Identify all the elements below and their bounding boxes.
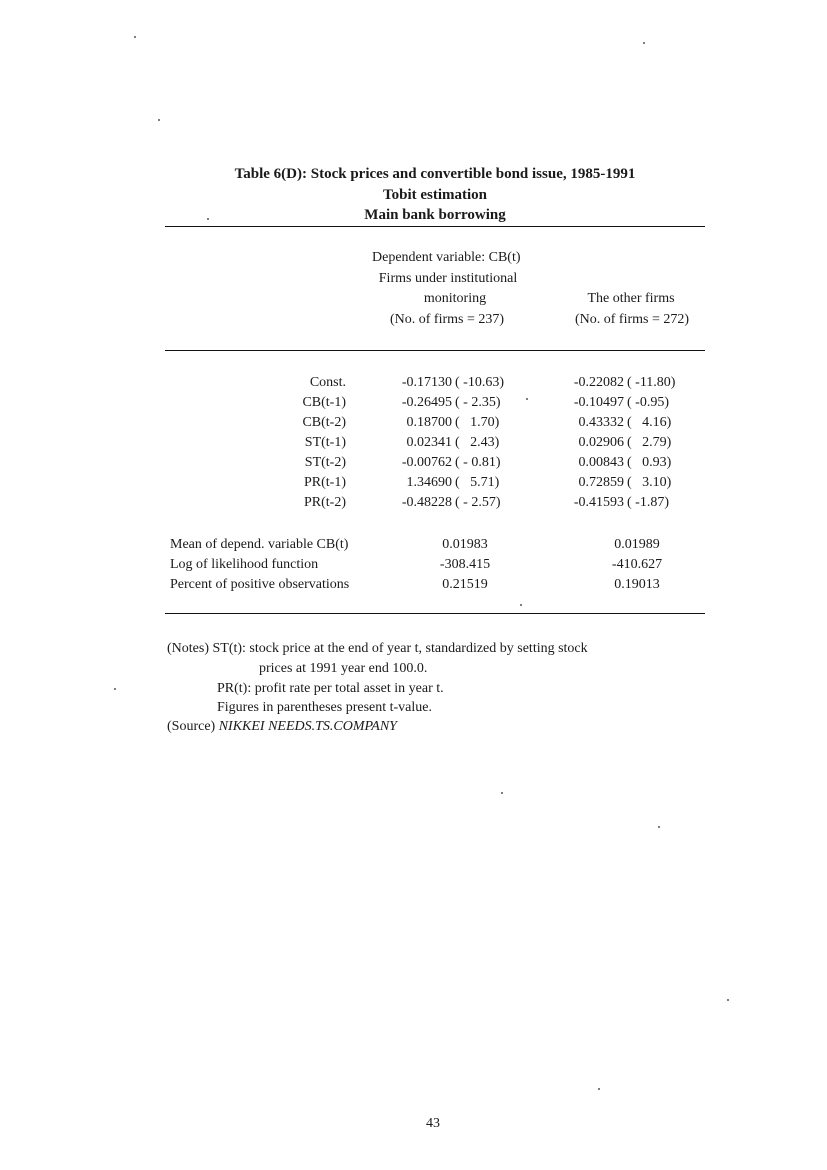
source-prefix: (Source) [167, 719, 219, 734]
col1-t-value: ( -10.63) [455, 375, 504, 390]
row-label: PR(t-1) [304, 475, 346, 490]
col1-t-value: ( - 2.57) [455, 495, 501, 510]
col1-t-value: ( 1.70) [455, 415, 500, 430]
col1-coefficient: -0.48228 [401, 495, 452, 510]
stat-col2-value: 0.19013 [614, 577, 660, 592]
col1-t-value: ( - 2.35) [455, 395, 501, 410]
col1-coefficient: 0.02341 [406, 435, 452, 450]
row-label: PR(t-2) [304, 495, 346, 510]
col2-t-value: ( -0.95) [627, 395, 669, 410]
scan-speck [501, 792, 503, 794]
col2-coefficient: 0.00843 [578, 455, 624, 470]
scan-speck [207, 218, 209, 220]
notes-line-standardization: prices at 1991 year end 100.0. [259, 661, 428, 676]
col1-coefficient: 1.34690 [406, 475, 452, 490]
notes-line-profit-rate: PR(t): profit rate per total asset in year t. [217, 681, 444, 696]
row-label: ST(t-1) [304, 435, 346, 450]
stat-col1-value: 0.21519 [442, 577, 488, 592]
stat-label: Log of likelihood function [170, 557, 319, 572]
scan-speck [643, 42, 645, 44]
row-label: CB(t-2) [302, 415, 346, 430]
scan-speck [598, 1088, 600, 1090]
col2-t-value: ( 0.93) [627, 455, 672, 470]
notes-line-t-value: Figures in parentheses present t-value. [217, 700, 432, 715]
scan-speck [520, 604, 522, 606]
col1-coefficient: -0.26495 [401, 395, 452, 410]
col2-t-value: ( 2.79) [627, 435, 672, 450]
col1-coefficient: -0.17130 [401, 375, 452, 390]
scan-speck [727, 999, 729, 1001]
col2-coefficient: 0.72859 [578, 475, 624, 490]
row-label: Const. [309, 375, 346, 390]
scan-speck [526, 398, 528, 400]
page-number: 43 [426, 1116, 440, 1131]
table-subtitle-borrowing: Main bank borrowing [364, 207, 506, 223]
col2-t-value: ( -11.80) [627, 375, 676, 390]
col2-coefficient: 0.43332 [578, 415, 624, 430]
col1-coefficient: 0.18700 [406, 415, 452, 430]
stat-col1-value: 0.01983 [442, 537, 488, 552]
table-title: Table 6(D): Stock prices and convertible bond issue, 1985-1991 [234, 166, 636, 182]
source-name: NIKKEI NEEDS.TS.COMPANY [218, 719, 397, 734]
scan-speck [134, 36, 136, 38]
col1-header-line2: monitoring [423, 291, 487, 306]
stat-label: Percent of positive observations [170, 577, 350, 592]
col2-t-value: ( 3.10) [627, 475, 672, 490]
col2-t-value: ( -1.87) [627, 495, 669, 510]
col2-t-value: ( 4.16) [627, 415, 672, 430]
scan-speck [114, 688, 116, 690]
col2-header-line2: The other firms [587, 291, 675, 306]
stat-col1-value: -308.415 [439, 557, 491, 572]
source-line [167, 719, 397, 735]
stat-col2-value: -410.627 [611, 557, 663, 572]
bottom-rule [165, 613, 705, 614]
col2-coefficient: -0.22082 [573, 375, 624, 390]
row-label: ST(t-2) [304, 455, 346, 470]
col2-header-firm-count: (No. of firms = 272) [574, 312, 690, 327]
col2-coefficient: 0.02906 [578, 435, 624, 450]
scan-speck [158, 119, 160, 121]
col1-t-value: ( 2.43) [455, 435, 500, 450]
col1-header-line1: Firms under institutional [378, 271, 518, 286]
dependent-variable-label: Dependent variable: CB(t) [372, 250, 521, 265]
notes-line-stock-price: (Notes) ST(t): stock price at the end of year t, standardized by setting stock [167, 641, 588, 656]
stat-col2-value: 0.01989 [614, 537, 660, 552]
col1-header-firm-count: (No. of firms = 237) [389, 312, 505, 327]
col1-t-value: ( - 0.81) [455, 455, 501, 470]
col1-t-value: ( 5.71) [455, 475, 500, 490]
col2-coefficient: -0.10497 [573, 395, 624, 410]
table-subtitle-estimation: Tobit estimation [382, 187, 488, 203]
col2-coefficient: -0.41593 [573, 495, 624, 510]
col1-coefficient: -0.00762 [401, 455, 452, 470]
top-rule [165, 226, 705, 227]
header-rule [165, 350, 705, 351]
stat-label: Mean of depend. variable CB(t) [170, 537, 349, 552]
scan-speck [658, 826, 660, 828]
row-label: CB(t-1) [302, 395, 346, 410]
